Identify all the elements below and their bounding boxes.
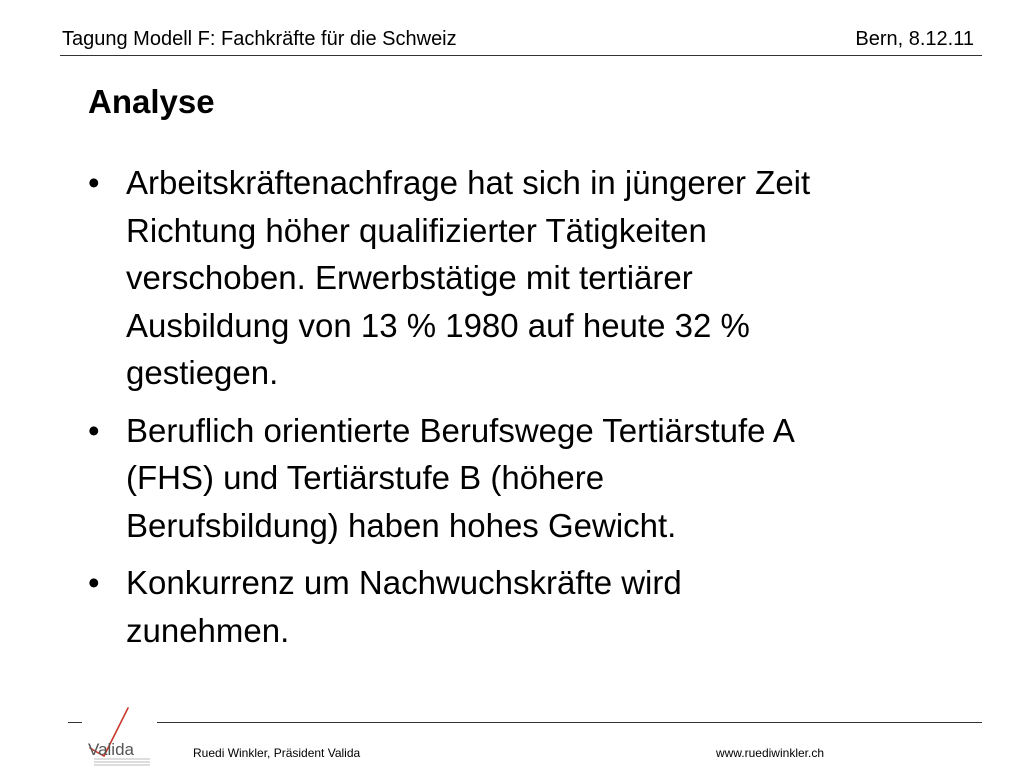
bullet-item xyxy=(0,407,1024,550)
header-divider xyxy=(60,55,982,56)
bullet-text-line: Arbeitskräftenachfrage hat sich in jüngerer Zeit xyxy=(126,164,811,201)
bullet-text-line: gestiegen. xyxy=(126,354,279,391)
bullet-text-line: Konkurrenz um Nachwuchskräfte wird xyxy=(126,564,682,601)
bullet-text-line: Ausbildung von 13 % 1980 auf heute 32 % xyxy=(126,306,750,344)
bullet-marker: • xyxy=(88,564,100,601)
bullet-list xyxy=(0,159,1024,664)
footer-divider xyxy=(157,722,982,723)
bullet-text-line: Richtung höher qualifizierter Tätigkeiten xyxy=(126,211,707,249)
bullet-item xyxy=(0,159,1024,397)
logo-wordmark: Valida xyxy=(88,740,134,759)
slide-title: Analyse xyxy=(88,83,215,120)
bullet-text-line: zunehmen. xyxy=(126,611,290,649)
bullet-text-line: Berufsbildung) haben hohes Gewicht. xyxy=(126,506,677,544)
valida-logo xyxy=(80,706,162,768)
bullet-marker: • xyxy=(88,164,100,201)
header-date: Bern, 8.12.11 xyxy=(855,28,974,50)
bullet-item xyxy=(0,559,1024,654)
header-title: Tagung Modell F: Fachkräfte für die Schweiz xyxy=(62,28,457,50)
footer-author: Ruedi Winkler, Präsident Valida xyxy=(193,746,361,760)
bullet-marker: • xyxy=(88,411,100,449)
bullet-text-line: (FHS) und Tertiärstufe B (höhere xyxy=(126,459,605,496)
footer-website: www.ruediwinkler.ch xyxy=(715,746,824,760)
bullet-text-line: Beruflich orientierte Berufswege Tertiärstufe A xyxy=(126,411,795,449)
bullet-text-line: verschoben. Erwerbstätige mit tertiärer xyxy=(126,259,693,296)
